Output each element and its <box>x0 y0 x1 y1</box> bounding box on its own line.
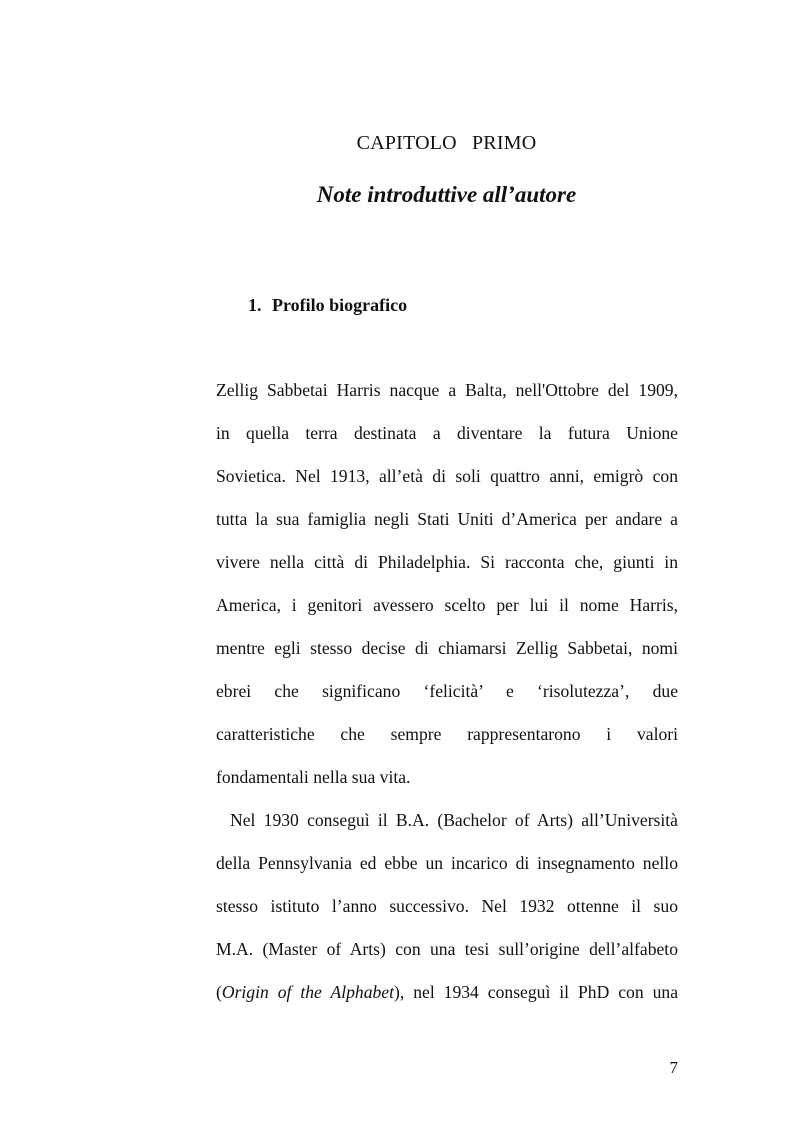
section-number: 1. <box>248 295 262 315</box>
paragraph-line: stesso istituto l’anno successivo. Nel 1932 ottenne il suo <box>216 896 678 916</box>
work-title: Origin of the Alphabet <box>221 982 395 1002</box>
paragraph-line: M.A. (Master of Arts) con una tesi sull’origine dell’alfabeto <box>216 939 678 959</box>
chapter-label: CAPITOLO PRIMO <box>356 132 537 154</box>
paragraph-line: mentre egli stesso decise di chiamarsi Zellig Sabbetai, nomi <box>216 638 678 658</box>
section-title: Profilo biografico <box>272 295 408 315</box>
line-rest: ), nel 1934 conseguì il PhD con una <box>394 982 679 1002</box>
section-heading <box>248 295 407 316</box>
paragraph-line: Sovietica. Nel 1913, all’età di soli quattro anni, emigrò con <box>216 466 678 486</box>
paragraph-line <box>216 971 678 1014</box>
paragraph-2 <box>216 799 678 1014</box>
paragraph-line: caratteristiche che sempre rappresentarono i valori <box>216 724 678 744</box>
paragraph-line: della Pennsylvania ed ebbe un incarico di insegnamento nello <box>216 853 678 873</box>
paragraph-line: fondamentali nella sua vita. <box>216 767 411 787</box>
paragraph-line: in quella terra destinata a diventare la futura Unione <box>216 423 678 443</box>
paren-open: ( <box>216 982 222 1002</box>
chapter-title: Note introduttive all’autore <box>316 182 577 207</box>
paragraph-1 <box>216 369 678 799</box>
paragraph-line: tutta la sua famiglia negli Stati Uniti d’America per andare a <box>216 509 678 529</box>
paragraph-line: America, i genitori avessero scelto per lui il nome Harris, <box>216 595 678 615</box>
paragraph-line: vivere nella città di Philadelphia. Si racconta che, giunti in <box>216 552 678 572</box>
page-number: 7 <box>669 1058 678 1077</box>
paragraph-line: Nel 1930 conseguì il B.A. (Bachelor of Arts) all’Università <box>230 810 678 830</box>
paragraph-line: Zellig Sabbetai Harris nacque a Balta, nell'Ottobre del 1909, <box>216 380 678 400</box>
paragraph-line: ebrei che significano ‘felicità’ e ‘risolutezza’, due <box>216 681 678 701</box>
